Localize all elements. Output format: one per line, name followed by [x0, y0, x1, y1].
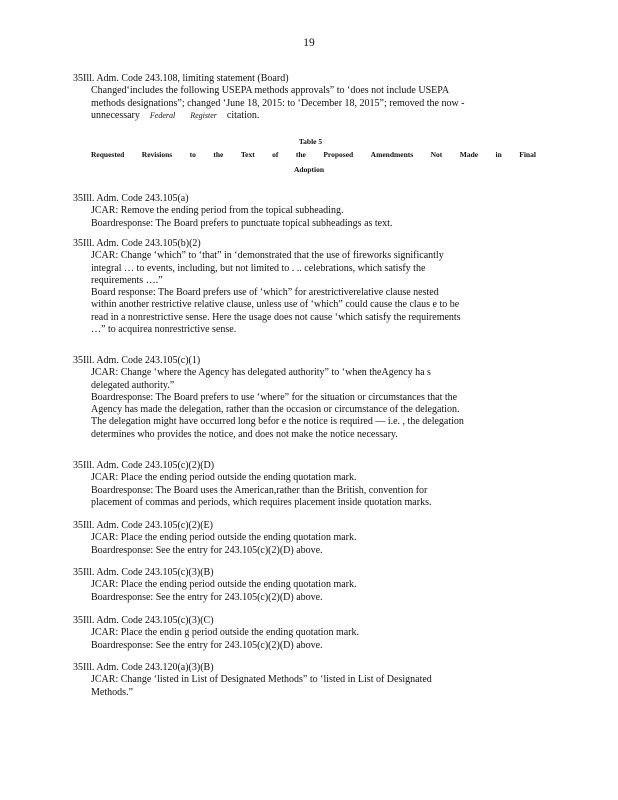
- entry-line: integral … to events, including, but not limited to . .. celebrations, which satisfy the: [91, 262, 426, 274]
- table-header-cell: Text: [240, 150, 255, 159]
- entry-line: requirements ….”: [91, 274, 163, 286]
- entry-heading: 35Ill. Adm. Code 243.105(c)(1): [73, 355, 201, 366]
- entry-line: Boardresponse: See the entry for 243.105(c)(2)(D) above.: [91, 639, 323, 651]
- entry-line: Boardresponse: See the entry for 243.105(c)(2)(D) above.: [91, 544, 323, 556]
- entry-heading: 35Ill. Adm. Code 243.105(c)(3)(C): [73, 615, 214, 626]
- entry-line: JCAR: Place the endin g period outside the ending quotation mark.: [91, 627, 360, 639]
- entry-line: Agency has made the delegation, rather than the occasion or circumstance of the delegation.: [91, 404, 460, 416]
- entry-line: Boardresponse: The Board uses the American,rather than the British, convention for: [91, 484, 428, 496]
- table-header-cell: Revisions: [141, 150, 173, 159]
- entry-line: placement of commas and periods, which requires placement inside quotation marks.: [91, 496, 432, 508]
- page-number: 19: [303, 37, 315, 49]
- entry-line: Board response: The Board prefers use of ‘which” for arestrictiverelative clause nested: [91, 287, 439, 299]
- table-header-line2: Adoption: [293, 165, 324, 174]
- entry-heading: 35Ill. Adm. Code 243.120(a)(3)(B): [73, 662, 214, 673]
- entry-line: Boardresponse: The Board prefers to punctuate topical subheadings as text.: [91, 217, 393, 229]
- entry-block: [73, 567, 548, 604]
- entry-block: [73, 662, 548, 699]
- entry-block: [73, 193, 548, 230]
- table-header-cell: Not: [430, 150, 443, 159]
- entry-line: determines who provides the notice, and does not make the notice necessary.: [91, 428, 398, 440]
- entry-line: JCAR: Change ‘where the Agency has delegated authority” to ‘when theAgency ha s: [91, 367, 431, 379]
- intro-block: [73, 73, 548, 122]
- entry-line: …” to acquirea nonrestrictive sense.: [91, 324, 237, 336]
- entry-line: JCAR: Remove the ending period from the topical subheading.: [91, 205, 344, 217]
- table-header-cell: Amendments: [370, 150, 414, 159]
- entry-line: JCAR: Place the ending period outside the ending quotation mark.: [91, 579, 357, 591]
- table-header-cell: Made: [459, 150, 479, 159]
- entry-block: [73, 615, 548, 652]
- entry-line: JCAR: Change ‘listed in List of Designated Methods” to ‘listed in List of Designated: [91, 674, 432, 686]
- intro-line-3: unnecessary Federal Register citation.: [91, 109, 260, 121]
- table-header-cell: in: [495, 150, 502, 159]
- entry-line: Boardresponse: See the entry for 243.105(c)(2)(D) above.: [91, 591, 323, 603]
- table-header-cell: to: [189, 150, 196, 159]
- entry-line: JCAR: Change ‘which” to ‘that” in ‘demonstrated that the use of fireworks significantly: [91, 250, 444, 262]
- table-header-cell: Proposed: [323, 150, 354, 159]
- entry-line: within another restrictive relative clause, unless use of ‘which” could cause the claus e to be: [91, 299, 460, 311]
- entry-heading: 35Ill. Adm. Code 243.105(c)(3)(B): [73, 567, 214, 578]
- table-header-cell: Final: [519, 150, 536, 159]
- table-header-cell: Requested: [91, 150, 125, 159]
- intro-line-1: Changed‘includes the following USEPA methods approvals” to ‘does not include USEPA: [91, 85, 450, 97]
- intro-heading: 35Ill. Adm. Code 243.108, limiting statement (Board): [73, 73, 289, 84]
- entry-heading: 35Ill. Adm. Code 243.105(a): [73, 193, 189, 204]
- table-title: Table 5: [298, 137, 323, 146]
- entry-line: read in a nonrestrictive sense. Here the usage does not cause ‘which satisfy the requirements: [91, 311, 461, 323]
- entry-block: [73, 355, 548, 441]
- entry-heading: 35Ill. Adm. Code 243.105(c)(2)(D): [73, 460, 215, 471]
- entry-line: Boardresponse: The Board prefers to use ‘where” for the situation or circumstances that the: [91, 391, 458, 403]
- entry-line: The delegation might have occurred long befor e the notice is required — i.e. , the delegation: [91, 416, 464, 428]
- entry-heading: 35Ill. Adm. Code 243.105(c)(2)(E): [73, 520, 213, 531]
- entry-heading: 35Ill. Adm. Code 243.105(b)(2): [73, 238, 201, 249]
- table-header-cell: the: [295, 150, 306, 159]
- table-header-row: [91, 150, 536, 159]
- entry-block: [73, 460, 548, 509]
- entry-line: Methods.”: [91, 686, 133, 698]
- entry-block: [73, 520, 548, 557]
- table-header-cell: of: [272, 150, 279, 159]
- entry-line: JCAR: Place the ending period outside the ending quotation mark.: [91, 472, 357, 484]
- entry-line: JCAR: Place the ending period outside the ending quotation mark.: [91, 532, 357, 544]
- table-header-cell: the: [213, 150, 224, 159]
- entry-line: delegated authority.”: [91, 379, 175, 391]
- entry-block: [73, 238, 548, 336]
- intro-line-2: methods designations”; changed ‘June 18, 2015: to ‘December 18, 2015”; removed the now -: [91, 97, 465, 109]
